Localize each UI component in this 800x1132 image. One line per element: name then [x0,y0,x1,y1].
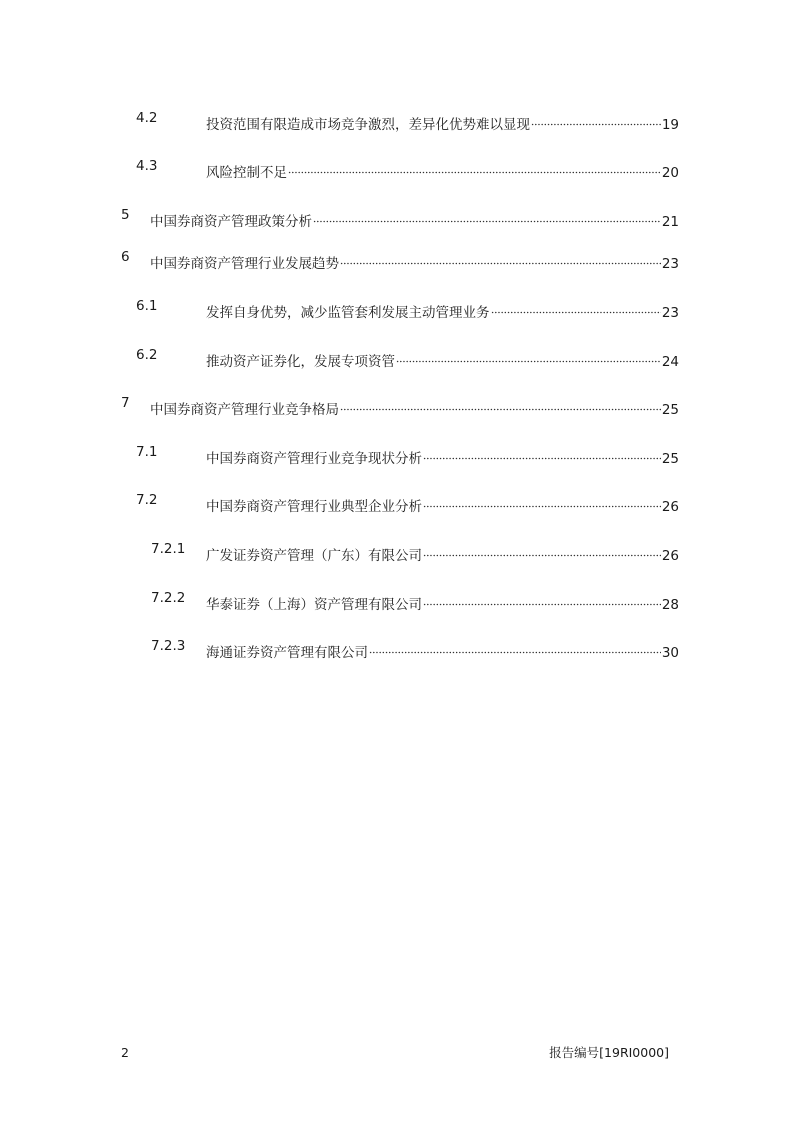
toc-entry-title: 投资范围有限造成市场竞争激烈，差异化优势难以显现 [206,117,530,133]
toc-entry[interactable] [0,246,800,272]
toc-entry-title: 中国券商资产管理行业竞争格局 [150,402,339,418]
toc-entry[interactable] [0,587,800,613]
toc-entry[interactable] [0,155,800,181]
toc-entry-page: 19 [661,117,679,133]
toc-entry[interactable] [0,635,800,661]
toc-dot-leader [313,204,661,226]
toc-entry-number: 5 [121,207,130,223]
toc-entry[interactable] [0,441,800,467]
toc-entry[interactable] [0,392,800,418]
toc-entry-title: 华泰证券（上海）资产管理有限公司 [206,597,422,613]
toc-entry-page: 30 [661,645,679,661]
toc-entry-page: 26 [661,548,679,564]
toc-dot-leader [396,344,661,366]
toc-entry[interactable] [0,344,800,370]
toc-dot-leader [491,295,661,317]
toc-entry-number: 7 [121,395,130,411]
toc-entry-page: 24 [661,354,679,370]
toc-entry-number: 6.2 [136,347,158,363]
toc-entry[interactable] [0,489,800,515]
toc-entry[interactable] [0,295,800,321]
toc-entry-title: 风险控制不足 [206,165,287,181]
toc-entry-number: 6.1 [136,298,158,314]
toc-entry-page: 26 [661,499,679,515]
toc-dot-leader [369,635,661,657]
toc-entry-title: 发挥自身优势，减少监管套利发展主动管理业务 [206,305,490,321]
toc-dot-leader [288,155,661,177]
toc-entry-title: 推动资产证券化，发展专项资管 [206,354,395,370]
toc-entry-page: 20 [661,165,679,181]
toc-entry-page: 23 [661,305,679,321]
toc-entry[interactable] [0,538,800,564]
toc-entry[interactable] [0,204,800,230]
toc-entry-page: 25 [661,402,679,418]
toc-dot-leader [423,587,661,609]
toc-entry-title: 中国券商资产管理行业典型企业分析 [206,499,422,515]
toc-dot-leader [423,441,661,463]
toc-entry-number: 7.2.1 [151,541,186,557]
toc-entry-title: 海通证券资产管理有限公司 [206,645,368,661]
toc-entry-number: 7.2.3 [151,638,186,654]
toc-entry-title: 中国券商资产管理行业竞争现状分析 [206,451,422,467]
toc-entry[interactable] [0,107,800,133]
toc-entry-number: 7.2.2 [151,590,186,606]
toc-entry-page: 28 [661,597,679,613]
toc-dot-leader [531,107,661,129]
toc-entry-title: 广发证券资产管理（广东）有限公司 [206,548,422,564]
toc-dot-leader [423,489,661,511]
toc-entry-page: 21 [661,214,679,230]
toc-entry-number: 7.2 [136,492,158,508]
toc-entry-page: 25 [661,451,679,467]
toc-entry-title: 中国券商资产管理行业发展趋势 [150,256,339,272]
toc-entry-number: 4.3 [136,158,158,174]
toc-entry-number: 6 [121,249,130,265]
toc-entry-page: 23 [661,256,679,272]
toc-dot-leader [423,538,661,560]
toc-dot-leader [340,392,661,414]
toc-entry-number: 7.1 [136,444,158,460]
toc-dot-leader [340,246,661,268]
footer-report-id: 报告编号[19RI0000] [549,1045,669,1060]
toc-entry-title: 中国券商资产管理政策分析 [150,214,312,230]
toc-entry-number: 4.2 [136,110,158,126]
footer-page-number: 2 [121,1045,129,1060]
